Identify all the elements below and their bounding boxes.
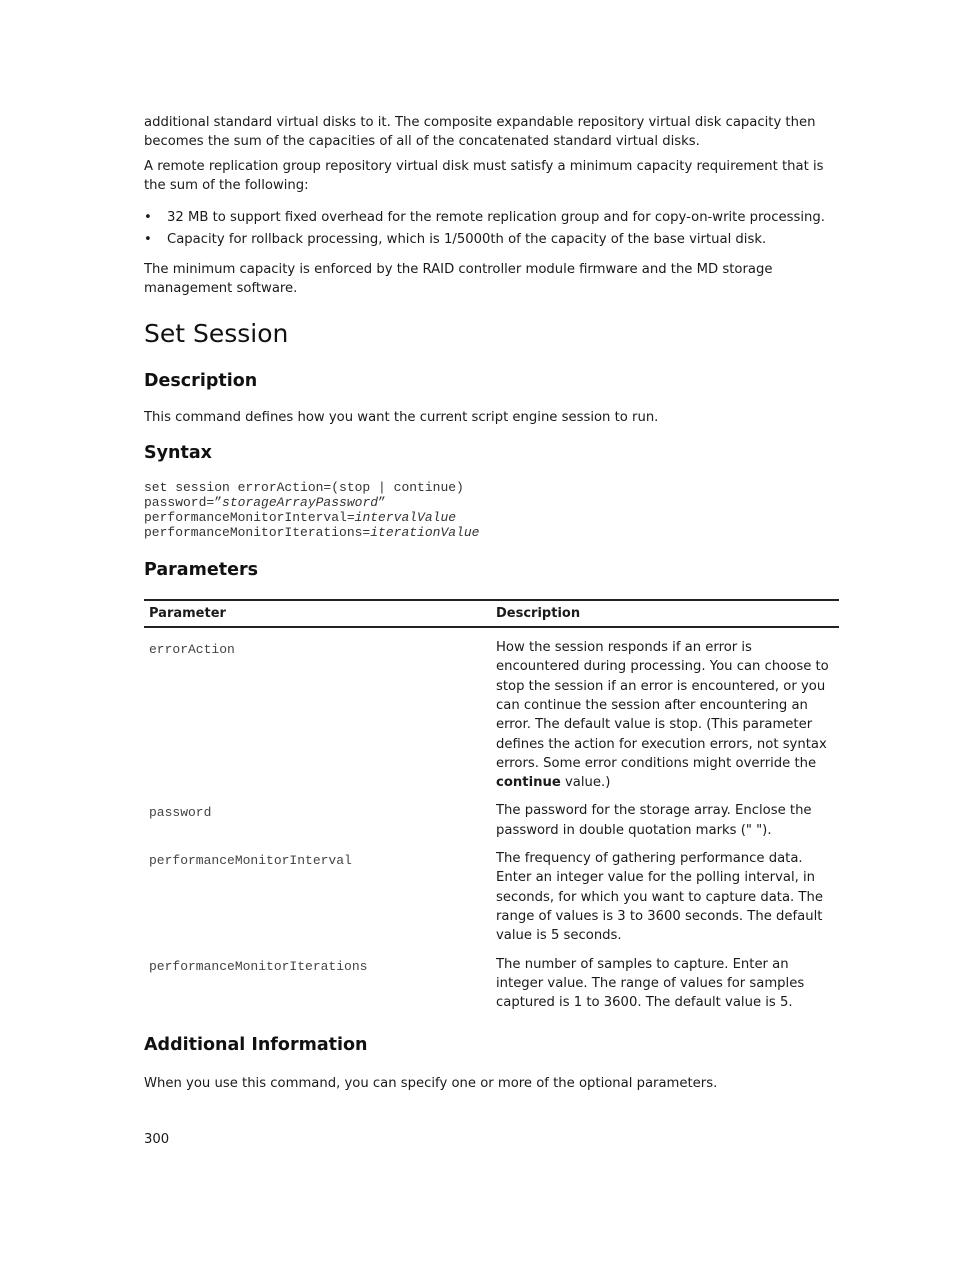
syntax-code-block [144, 480, 839, 540]
syntax-variable: iterationValue [370, 525, 480, 541]
description-heading: Description [144, 370, 258, 391]
bullet-icon: • [144, 232, 152, 248]
syntax-text: performanceMonitorInterval= [144, 510, 355, 526]
parameter-name: performanceMonitorInterval [149, 853, 352, 869]
syntax-line: set session errorAction=(stop | continue) [144, 480, 464, 496]
requirement-list [144, 208, 839, 249]
column-header-description: Description [491, 600, 839, 627]
table-row [144, 801, 839, 849]
intro-paragraph-2: A remote replication group repository virtual disk must satisfy a minimum capacity requirement that is the sum of the following: [144, 158, 824, 193]
description-keyword: continue [496, 775, 561, 791]
table-header-row [144, 600, 839, 627]
description-text: This command defines how you want the current script engine session to run. [144, 409, 659, 425]
list-item [144, 208, 839, 227]
intro-paragraph-3: The minimum capacity is enforced by the RAID controller module firmware and the MD storage management software. [144, 262, 773, 297]
syntax-variable: intervalValue [354, 510, 457, 526]
parameter-name: performanceMonitorIterations [149, 958, 368, 974]
syntax-text: password=” [144, 495, 223, 511]
additional-information-text: When you use this command, you can specify one or more of the optional parameters. [144, 1076, 718, 1092]
parameter-name: errorAction [149, 642, 235, 658]
document-page [144, 113, 839, 1099]
table-row [144, 955, 839, 1022]
list-item [144, 230, 839, 249]
syntax-text: ” [378, 495, 386, 511]
parameter-name: password [149, 805, 212, 821]
additional-information-heading: Additional Information [144, 1035, 368, 1056]
parameter-description: The password for the storage array. Enclose the password in double quotation marks (" "). [496, 803, 812, 838]
syntax-heading: Syntax [144, 443, 212, 464]
syntax-variable: storageArrayPassword [222, 495, 379, 511]
bullet-icon: • [144, 210, 152, 226]
page-title: Set Session [144, 318, 289, 348]
parameter-description: The number of samples to capture. Enter an integer value. The range of values for samples captured is 1 to 3600. The default value is 5. [496, 956, 805, 1011]
intro-paragraph-1: additional standard virtual disks to it. The composite expandable repository virtual disk capacity then becomes the sum of the capacities of all of the concatenated standard virtual disks. [144, 115, 816, 150]
page-number: 300 [144, 1132, 170, 1147]
parameters-heading: Parameters [144, 560, 258, 581]
description-text: How the session responds if an error is encountered during processing. You can choose to stop the session if an error is encountered, or you can continue the session after encountering an error. The default value is stop. (This parameter defines the action for execution errors, not syntax errors. Some error conditions might override the [496, 640, 829, 771]
syntax-text: performanceMonitorIterations= [144, 525, 371, 541]
table-row [144, 627, 839, 801]
list-item-text: 32 MB to support fixed overhead for the remote replication group and for copy-on-write processing. [167, 210, 825, 226]
parameters-table [144, 599, 839, 1021]
table-row [144, 849, 839, 954]
parameter-description [491, 627, 839, 801]
list-item-text: Capacity for rollback processing, which is 1/5000th of the capacity of the base virtual disk. [167, 232, 767, 248]
parameter-description: The frequency of gathering performance data. Enter an integer value for the polling interval, in seconds, for which you want to capture data. The range of values is 3 to 3600 seconds. The default value is 5 seconds. [496, 851, 823, 944]
description-text: value.) [560, 775, 611, 791]
column-header-parameter: Parameter [144, 600, 491, 627]
